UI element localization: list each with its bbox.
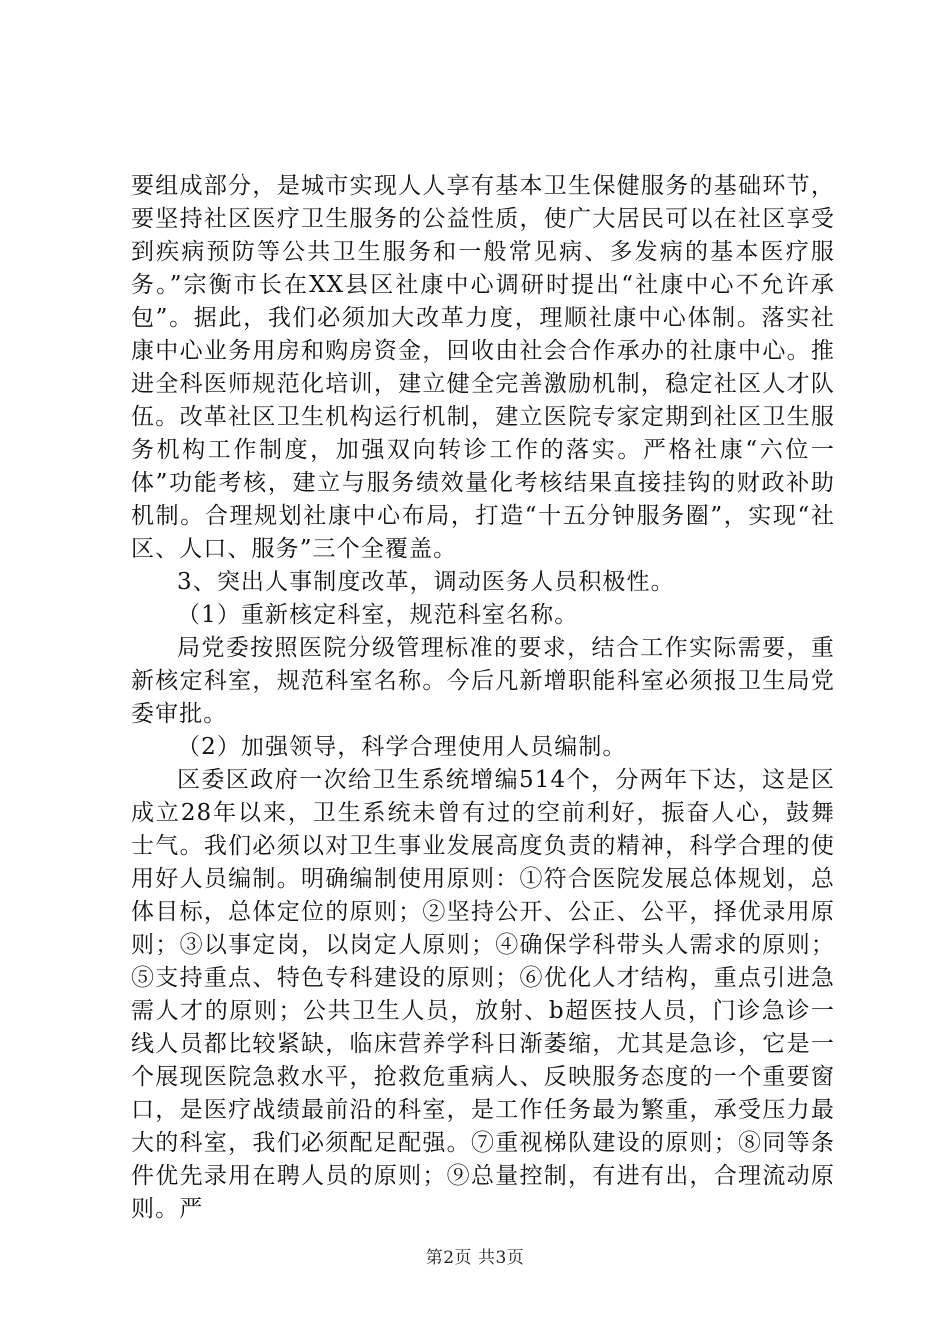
document-body <box>131 170 835 1226</box>
paragraph-community-health: 要组成部分，是城市实现人人享有基本卫生保健服务的基础环节，要坚持社区医疗卫生服务的公益性质，使广大居民可以在社区享受到疾病预防等公共卫生服务和一般常见病、多发病的基本医疗服务。”宗衡市长在XX县区社康中心调研时提出“社康中心不允许承包”。据此，我们必须加大改革力度，理顺社康中心体制。落实社康中心业务用房和购房资金，回收由社会合作承办的社康中心。推进全科医师规范化培训，建立健全完善激励机制，稳定社区人才队伍。改革社区卫生机构运行机制，建立医院专家定期到社区卫生服务机构工作制度，加强双向转诊工作的落实。严格社康“六位一体”功能考核，建立与服务绩效量化考核结果直接挂钩的财政补助机制。合理规划社康中心布局，打造“十五分钟服务圈”，实现“社区、人口、服务”三个全覆盖。 <box>131 173 835 562</box>
section-heading-personnel-reform: 3、突出人事制度改革，调动医务人员积极性。 <box>177 569 675 595</box>
subheading-staffing-quota: （2）加强领导，科学合理使用人员编制。 <box>177 734 627 760</box>
subheading-department-verification: （1）重新核定科室，规范科室名称。 <box>177 602 579 628</box>
page-number-footer: 第2页 共3页 <box>425 1248 525 1268</box>
paragraph-staffing-quota: 区委区政府一次给卫生系统增编514个，分两年下达，这是区成立28年以来，卫生系统未曾有过的空前利好，振奋人心，鼓舞士气。我们必须以对卫生事业发展高度负责的精神，科学合理的使用好人员编制。明确编制使用原则：①符合医院发展总体规划，总体目标，总体定位的原则；②坚持公开、公正、公平，择优录用原则；③以事定岗，以岗定人原则；④确保学科带头人需求的原则；⑤支持重点、特色专科建设的原则；⑥优化人才结构，重点引进急需人才的原则；公共卫生人员，放射、b超医技人员，门诊急诊一线人员都比较紧缺，临床营养学科日渐萎缩，尤其是急诊，它是一个展现医院急救水平，抢救危重病人、反映服务态度的一个重要窗口，是医疗战绩最前沿的科室，是工作任务最为繁重，承受压力最大的科室，我们必须配足配强。⑦重视梯队建设的原则；⑧同等条件优先录用在聘人员的原则；⑨总量控制，有进有出，合理流动原则。严 <box>131 767 835 1222</box>
paragraph-department-verification: 局党委按照医院分级管理标准的要求，结合工作实际需要，重新核定科室，规范科室名称。今后凡新增职能科室必须报卫生局党委审批。 <box>131 635 835 727</box>
